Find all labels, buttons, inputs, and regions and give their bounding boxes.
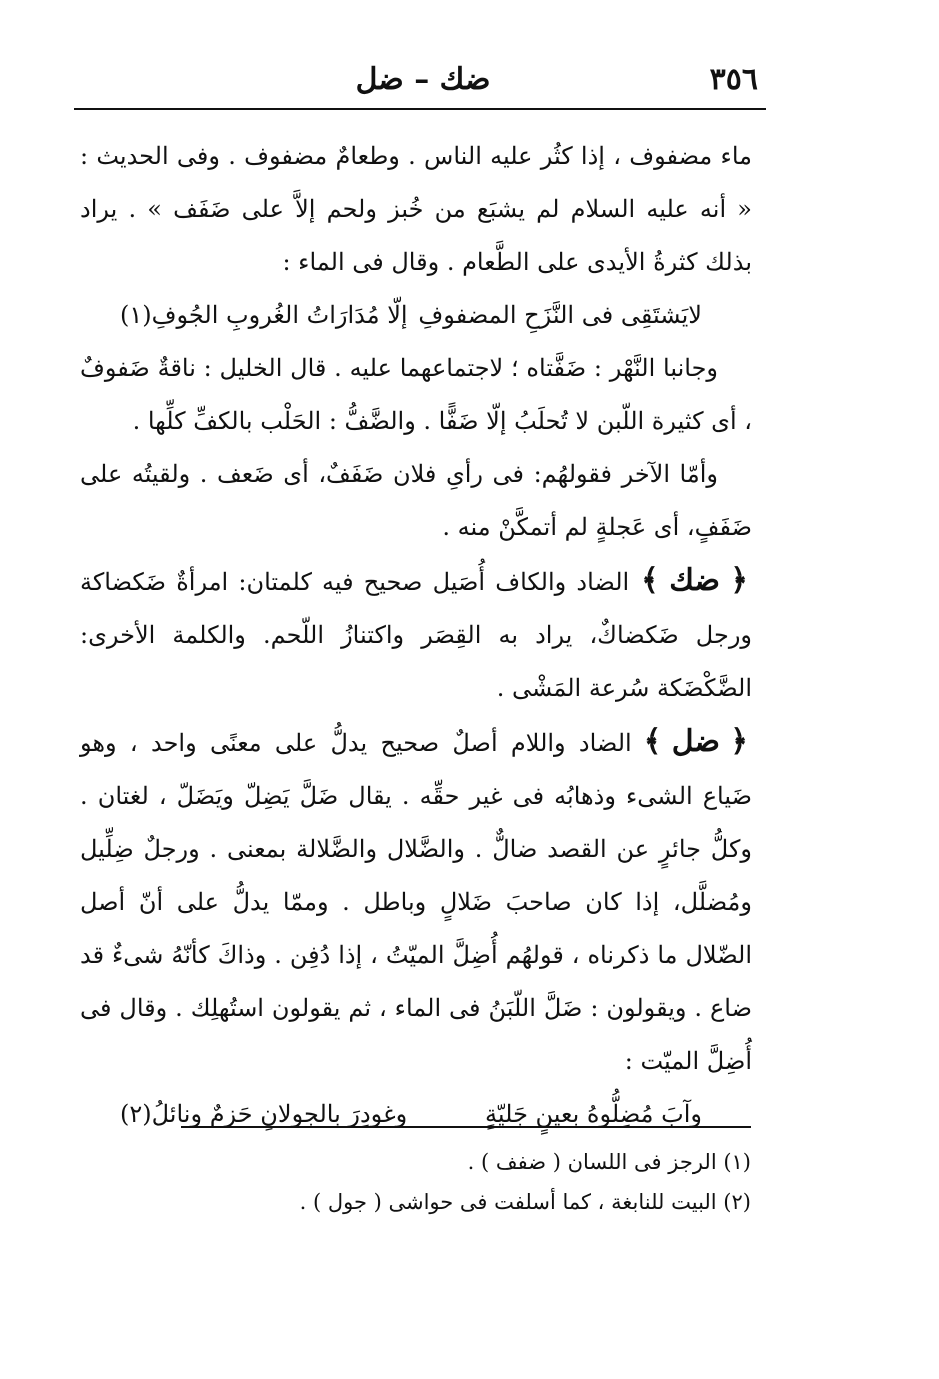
header-rule [74, 108, 766, 110]
entry-dhak [80, 554, 752, 715]
paragraph-2: وجانبا النَّهْر : ضَفَّتاه ؛ لاجتماعهما عليه . قال الخليل : ناقةٌ ضَفوفٌ ، أى كثيرة اللّبن لا تُحلَبُ إلّا ضَفًّا . والضَّفُّ : الحَلْب بالكفِّ كلِّها . [80, 354, 752, 435]
verse-2-second-hemistich: وغودِرَ بالجولانِ حَزمٌ ونائلُ(٢) [120, 1100, 408, 1128]
entry-bracket-open: ﴿ [730, 563, 748, 598]
entry-dhal [80, 715, 752, 1088]
page-header [78, 58, 768, 108]
paragraph-1: ماء مضفوف ، إذا كثُر عليه الناس . وطعامٌ مضفوف . وفى الحديث : « أنه عليه السلام لم يشبَع من خُبز ولحم إلاَّ على ضَفَف » . يراد بذلك كثرةُ الأيدى على الطَّعام . وقال فى الماء : [80, 142, 752, 276]
entry-word: ضك [669, 563, 720, 598]
footnotes [191, 1142, 751, 1222]
page-number: ٣٥٦ [709, 62, 758, 97]
running-title: ضك – ضل [355, 62, 491, 97]
footnote-rule [181, 1126, 751, 1128]
footnote-2: (٢) البيت للنابغة ، كما أسلفت فى حواشى ( جول ) . [299, 1190, 751, 1214]
paragraph-5: الضاد واللام أصلٌ صحيح يدلُّ على معنًى واحد ، وهو ضَياع الشىء وذهابُه فى غير حقِّه . يقال ضَلَّ يَضِلّ ويَضَلّ ، لغتان . وكلُّ جائرٍ عن القصد ضالٌّ . والضَّلال والضَّلالة بمعنى . ورجلٌ ضِلِّيل ومُضلَّل، إذا كان صاحبَ ضَلالٍ وباطل . وممّا يدلُّ على أنّ أصل الضّلال ما ذكرناه ، قولهُم أُضِلَّ الميّتُ ، إذا دُفِن . وذاكَ كأنّهُ شىءٌ قد ضاع . ويقولون : ضَلَّ اللّبَنُ فى الماء ، ثم يقولون استُهلِك . وقال فى أُضِلَّ الميّت : [80, 729, 752, 1075]
body-text [80, 130, 752, 1141]
entry-headword-dhal [640, 715, 752, 768]
verse-1-first-hemistich: لايَشتَقِى فى النَّزَحِ المضفوفِ [418, 301, 702, 329]
verse-2-first-hemistich: وآبَ مُضِلُّوهُ بعينٍ جَليّةٍ [485, 1100, 702, 1128]
entry-headword-dhak [637, 554, 752, 607]
verse-2 [80, 1088, 752, 1141]
entry-bracket-close: ﴾ [641, 563, 659, 598]
entry-word: ضل [671, 724, 720, 759]
paragraph-3: وأمّا الآخر فقولهُم: فى رأىِ فلان ضَفَفٌ، أى ضَعف . ولقيتُه على ضَفَفٍ، أى عَجلةٍ لم أتمكَّنْ منه . [80, 460, 752, 541]
verse-1 [80, 289, 752, 342]
paragraph-4: الضاد والكاف أُصَيل صحيح فيه كلمتان: امرأةٌ ضَكضاكة ورجل ضَكضاكٌ، يراد به القِصَر واكتنازُ اللّحم. والكلمة الأخرى: الضَّكْضَكة سُرعة المَشْى . [80, 568, 752, 702]
footnote-1: (١) الرجز فى اللسان ( ضفف ) . [467, 1150, 751, 1174]
entry-bracket-open: ﴿ [730, 724, 748, 759]
verse-1-second-hemistich: إلّا مُدَارَاتُ الغُروبِ الجُوفِ(١) [120, 301, 408, 329]
entry-bracket-close: ﴾ [643, 724, 662, 759]
